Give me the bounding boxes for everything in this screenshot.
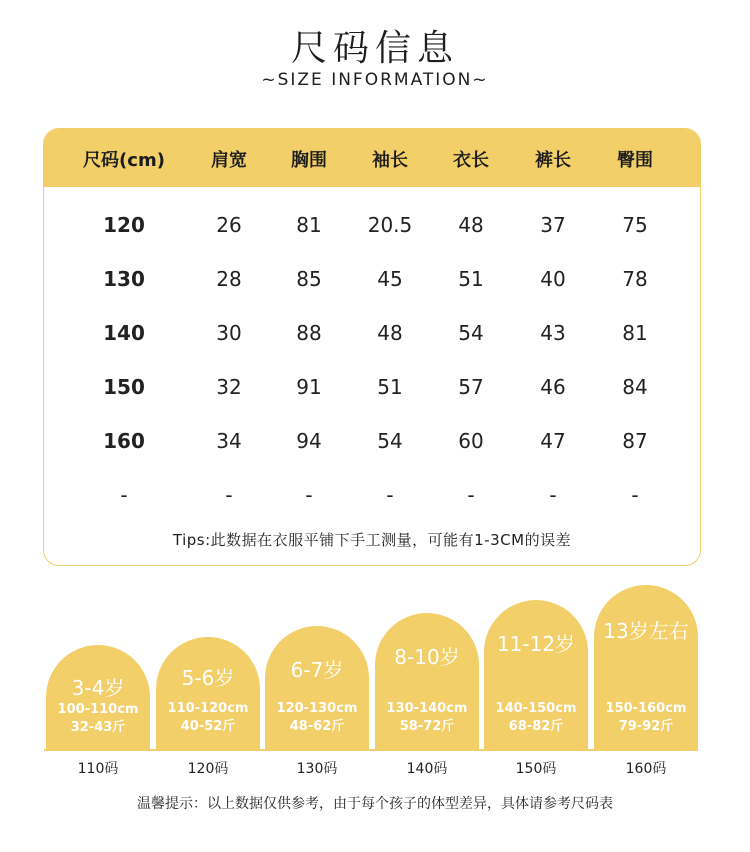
table-cell: 34: [216, 429, 242, 453]
age-weight: 79-92斤: [618, 719, 674, 734]
table-cell: 48: [377, 321, 403, 345]
table-cell: -: [305, 483, 313, 507]
age-label: 11-12岁: [496, 632, 576, 656]
header-chest: 胸围: [291, 150, 327, 171]
table-cell: 46: [540, 375, 566, 399]
tips-note: Tips:此数据在衣服平铺下手工测量，可能有1-3CM的误差: [172, 531, 572, 549]
header-hip: 臀围: [617, 150, 653, 171]
age-height: 140-150cm: [495, 701, 577, 716]
table-cell: 28: [216, 267, 242, 291]
age-height: 110-120cm: [167, 701, 249, 716]
table-cell: 81: [296, 213, 322, 237]
table-cell: 75: [622, 213, 648, 237]
table-cell: 40: [540, 267, 566, 291]
table-cell: 81: [622, 321, 648, 345]
age-card: [594, 585, 698, 749]
table-cell: 30: [216, 321, 242, 345]
table-cell: -: [467, 483, 475, 507]
table-cell: -: [120, 483, 128, 507]
table-cell: 32: [216, 375, 242, 399]
header-length: 衣长: [453, 150, 489, 171]
table-cell: 51: [377, 375, 403, 399]
age-height: 120-130cm: [276, 701, 358, 716]
age-card: [375, 613, 479, 749]
size-label: 110码: [77, 761, 119, 777]
age-card: [156, 637, 260, 749]
table-cell: -: [225, 483, 233, 507]
size-label: 130码: [296, 761, 338, 777]
age-weight: 58-72斤: [399, 719, 455, 734]
age-weight: 68-82斤: [508, 719, 564, 734]
table-cell: -: [549, 483, 557, 507]
age-card: [46, 645, 150, 749]
table-cell: 54: [458, 321, 484, 345]
table-cell: 37: [540, 213, 566, 237]
page-title: 尺码信息: [290, 28, 459, 69]
header-sleeve: 袖长: [372, 150, 408, 171]
table-cell: 60: [458, 429, 484, 453]
table-cell: 43: [540, 321, 566, 345]
table-cell: 88: [296, 321, 322, 345]
footer-note: 温馨提示：以上数据仅供参考，由于每个孩子的体型差异，具体请参考尺码表: [137, 796, 613, 812]
age-height: 100-110cm: [57, 702, 139, 717]
table-cell: 51: [458, 267, 484, 291]
age-height: 150-160cm: [605, 701, 687, 716]
age-card: [484, 600, 588, 749]
age-label: 5-6岁: [181, 666, 235, 690]
table-cell: 150: [103, 375, 145, 399]
table-cell: 87: [622, 429, 648, 453]
size-label: 140码: [406, 761, 448, 777]
table-cell: 57: [458, 375, 484, 399]
size-label: 120码: [187, 761, 229, 777]
table-cell: -: [386, 483, 394, 507]
age-weight: 32-43斤: [70, 720, 126, 735]
age-label: 8-10岁: [394, 645, 460, 669]
table-cell: 26: [216, 213, 242, 237]
header-size: 尺码(cm): [83, 150, 165, 171]
age-weight: 48-62斤: [289, 719, 345, 734]
age-card: [265, 626, 369, 749]
size-table: [43, 128, 701, 566]
table-cell: 47: [540, 429, 566, 453]
card-baseline: [44, 749, 698, 751]
page-subtitle: ~SIZE INFORMATION~: [261, 70, 489, 90]
age-label: 3-4岁: [71, 676, 125, 700]
table-cell: 48: [458, 213, 484, 237]
age-weight: 40-52斤: [180, 719, 236, 734]
table-cell: 94: [296, 429, 322, 453]
table-cell: 140: [103, 321, 145, 345]
table-cell: 160: [103, 429, 145, 453]
table-cell: -: [631, 483, 639, 507]
size-label: 150码: [515, 761, 557, 777]
table-header: [44, 129, 700, 187]
header-shoulder: 肩宽: [211, 150, 247, 171]
table-cell: 78: [622, 267, 648, 291]
table-cell: 91: [296, 375, 322, 399]
table-cell: 45: [377, 267, 403, 291]
header-pants: 裤长: [535, 150, 571, 171]
table-cell: 130: [103, 267, 145, 291]
size-label: 160码: [625, 761, 667, 777]
table-cell: 120: [103, 213, 145, 237]
age-label: 13岁左右: [603, 619, 689, 643]
age-label: 6-7岁: [290, 658, 344, 682]
table-cell: 20.5: [367, 213, 413, 237]
table-cell: 54: [377, 429, 403, 453]
table-cell: 84: [622, 375, 648, 399]
table-cell: 85: [296, 267, 322, 291]
age-height: 130-140cm: [386, 701, 468, 716]
